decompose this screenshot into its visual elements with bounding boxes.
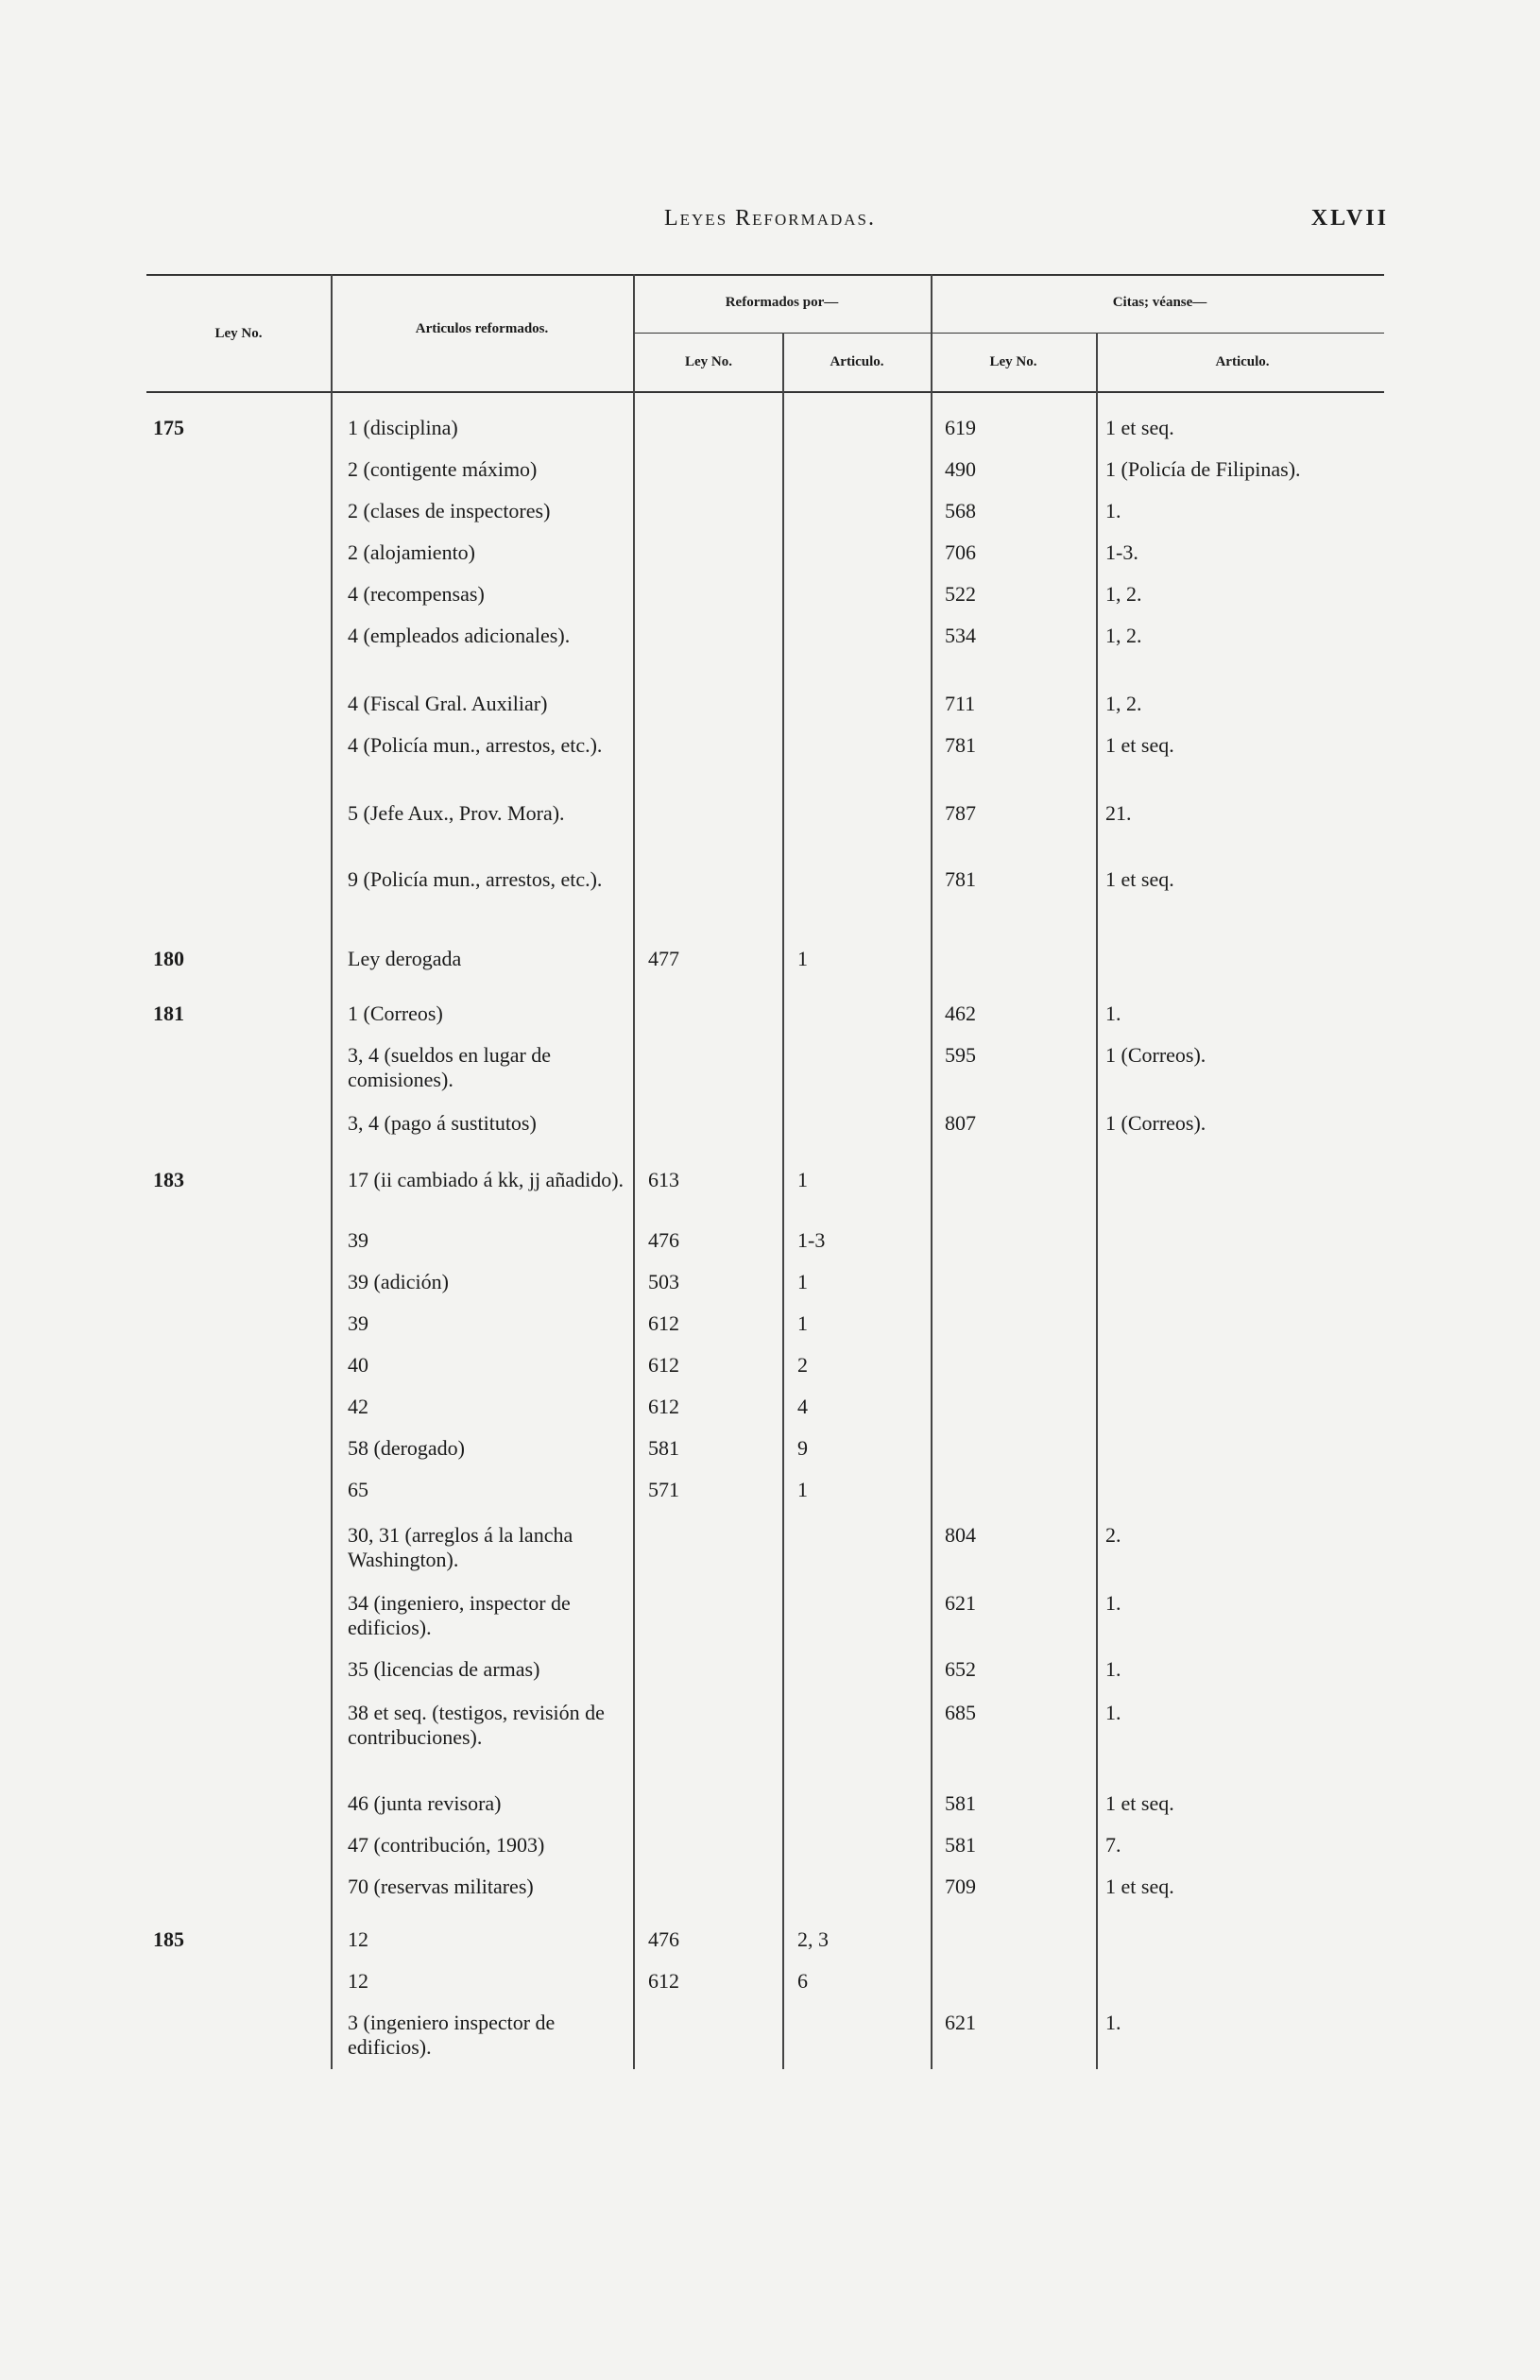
cell-rart: 1 — [797, 1270, 808, 1293]
cell-cart: 1. — [1105, 1657, 1121, 1681]
cell-rart: 2, 3 — [797, 1927, 829, 1951]
cell-cley: 621 — [945, 1591, 976, 1615]
cell-cley: 534 — [945, 624, 976, 647]
cell-cley: 706 — [945, 540, 976, 564]
cell-rley: 503 — [648, 1270, 679, 1293]
cell-ley: 183 — [153, 1168, 184, 1191]
cell-rart: 4 — [797, 1395, 808, 1418]
cell-art: 3, 4 (pago á sustitutos) — [348, 1111, 537, 1135]
cell-art: 39 — [348, 1311, 368, 1335]
cell-rley: 581 — [648, 1436, 679, 1460]
cell-cley: 581 — [945, 1833, 976, 1857]
cell-art: 70 (reservas militares) — [348, 1875, 534, 1898]
cell-cart: 1 et seq. — [1105, 733, 1174, 757]
cell-art: 4 (Fiscal Gral. Auxiliar) — [348, 692, 548, 715]
cell-rley: 571 — [648, 1478, 679, 1501]
cell-art: 30, 31 (arreglos á la lancha Washington). — [348, 1523, 573, 1571]
cell-art: 4 (recompensas) — [348, 582, 485, 606]
cell-art: 4 (Policía mun., arrestos, etc.). — [348, 733, 603, 757]
cell-cart: 1. — [1105, 499, 1121, 522]
cell-cley: 711 — [945, 692, 976, 715]
cell-rart: 1 — [797, 947, 808, 970]
cell-art: 9 (Policía mun., arrestos, etc.). — [348, 867, 603, 891]
cell-art: 65 — [348, 1478, 368, 1501]
cell-cley: 522 — [945, 582, 976, 606]
cell-cart: 1. — [1105, 2011, 1121, 2034]
col-divider-2 — [633, 274, 635, 2069]
cell-cley: 781 — [945, 867, 976, 891]
cell-cart: 1. — [1105, 1002, 1121, 1025]
cell-rart: 6 — [797, 1969, 808, 1993]
cell-cart: 1 (Policía de Filipinas). — [1105, 457, 1301, 481]
cell-rley: 612 — [648, 1311, 679, 1335]
col-divider-5 — [1096, 333, 1098, 2069]
cell-art: 1 (Correos) — [348, 1002, 443, 1025]
cell-cley: 685 — [945, 1701, 976, 1724]
running-title: Leyes Reformadas. — [663, 206, 877, 231]
cell-art: 12 — [348, 1927, 368, 1951]
cell-cart: 1. — [1105, 1591, 1121, 1615]
cell-art: 12 — [348, 1969, 368, 1993]
cell-cart: 1. — [1105, 1701, 1121, 1724]
cell-art: 4 (empleados adicionales). — [348, 624, 571, 647]
cell-art: 3, 4 (sueldos en lugar de comisiones). — [348, 1043, 552, 1091]
cell-art: 2 (contigente máximo) — [348, 457, 538, 481]
cell-cley: 621 — [945, 2011, 976, 2034]
cell-cley: 804 — [945, 1523, 976, 1547]
cell-rart: 2 — [797, 1353, 808, 1377]
cell-art: 38 et seq. (testigos, revisión de contribuciones). — [348, 1701, 605, 1749]
page-number: XLVII — [1310, 206, 1389, 231]
cell-cley: 581 — [945, 1791, 976, 1815]
cell-art: 2 (clases de inspectores) — [348, 499, 551, 522]
cell-cley: 619 — [945, 416, 976, 439]
cell-art: 42 — [348, 1395, 368, 1418]
header-ref-ley: Ley No. — [685, 354, 732, 369]
cell-art: 47 (contribución, 1903) — [348, 1833, 545, 1857]
header-citas: Citas; véanse— — [1112, 295, 1207, 310]
cell-cley: 781 — [945, 733, 976, 757]
header-articulos: Articulos reformados. — [415, 321, 549, 336]
cell-cart: 7. — [1105, 1833, 1121, 1857]
cell-cart: 1 (Correos). — [1105, 1043, 1206, 1067]
cell-cley: 787 — [945, 801, 976, 825]
cell-art: 5 (Jefe Aux., Prov. Mora). — [348, 801, 565, 825]
cell-cart: 1 et seq. — [1105, 1875, 1174, 1898]
cell-cart: 21. — [1105, 801, 1132, 825]
cell-art: 1 (disciplina) — [348, 416, 458, 439]
cell-cart: 1 et seq. — [1105, 867, 1174, 891]
col-divider-3 — [782, 333, 784, 2069]
cell-rart: 9 — [797, 1436, 808, 1460]
cell-ley: 185 — [153, 1927, 184, 1951]
header-ley: Ley No. — [214, 326, 263, 341]
cell-art: 39 (adición) — [348, 1270, 449, 1293]
cell-cley: 709 — [945, 1875, 976, 1898]
cell-rart: 1-3 — [797, 1228, 826, 1252]
cell-cart: 1-3. — [1105, 540, 1138, 564]
cell-ley: 181 — [153, 1002, 184, 1025]
cell-art: 3 (ingeniero inspector de edificios). — [348, 2011, 556, 2059]
cell-art: 40 — [348, 1353, 368, 1377]
cell-art: 39 — [348, 1228, 368, 1252]
cell-cley: 462 — [945, 1002, 976, 1025]
col-divider-4 — [931, 274, 933, 2069]
cell-cley: 652 — [945, 1657, 976, 1681]
cell-cley: 490 — [945, 457, 976, 481]
cell-rley: 613 — [648, 1168, 679, 1191]
cell-cart: 1 (Correos). — [1105, 1111, 1206, 1135]
cell-rley: 477 — [648, 947, 679, 970]
cell-cart: 1, 2. — [1105, 582, 1142, 606]
cell-rart: 1 — [797, 1478, 808, 1501]
cell-art: Ley derogada — [348, 947, 462, 970]
cell-cley: 568 — [945, 499, 976, 522]
header-ref-articulo: Articulo. — [830, 354, 884, 369]
cell-rley: 612 — [648, 1353, 679, 1377]
cell-cart: 1, 2. — [1105, 692, 1142, 715]
cell-cley: 595 — [945, 1043, 976, 1067]
col-divider-1 — [331, 274, 333, 2069]
subheader-rule-right — [931, 333, 1384, 334]
cell-rart: 1 — [797, 1168, 808, 1191]
header-cit-ley: Ley No. — [989, 354, 1037, 369]
cell-rley: 612 — [648, 1395, 679, 1418]
cell-ley: 180 — [153, 947, 184, 970]
cell-art: 35 (licencias de armas) — [348, 1657, 540, 1681]
cell-cart: 2. — [1105, 1523, 1121, 1547]
cell-art: 17 (ii cambiado á kk, jj añadido). — [348, 1168, 625, 1191]
cell-cart: 1, 2. — [1105, 624, 1142, 647]
cell-art: 46 (junta revisora) — [348, 1791, 502, 1815]
cell-ley: 175 — [153, 416, 184, 439]
cell-cley: 807 — [945, 1111, 976, 1135]
cell-cart: 1 et seq. — [1105, 416, 1174, 439]
cell-cart: 1 et seq. — [1105, 1791, 1174, 1815]
cell-art: 58 (derogado) — [348, 1436, 466, 1460]
cell-rley: 612 — [648, 1969, 679, 1993]
cell-art: 34 (ingeniero, inspector de edificios). — [348, 1591, 571, 1639]
cell-rley: 476 — [648, 1927, 679, 1951]
header-reformados-por: Reformados por— — [725, 295, 839, 310]
header-cit-articulo: Articulo. — [1215, 354, 1270, 369]
cell-art: 2 (alojamiento) — [348, 540, 476, 564]
cell-rley: 476 — [648, 1228, 679, 1252]
cell-rart: 1 — [797, 1311, 808, 1335]
